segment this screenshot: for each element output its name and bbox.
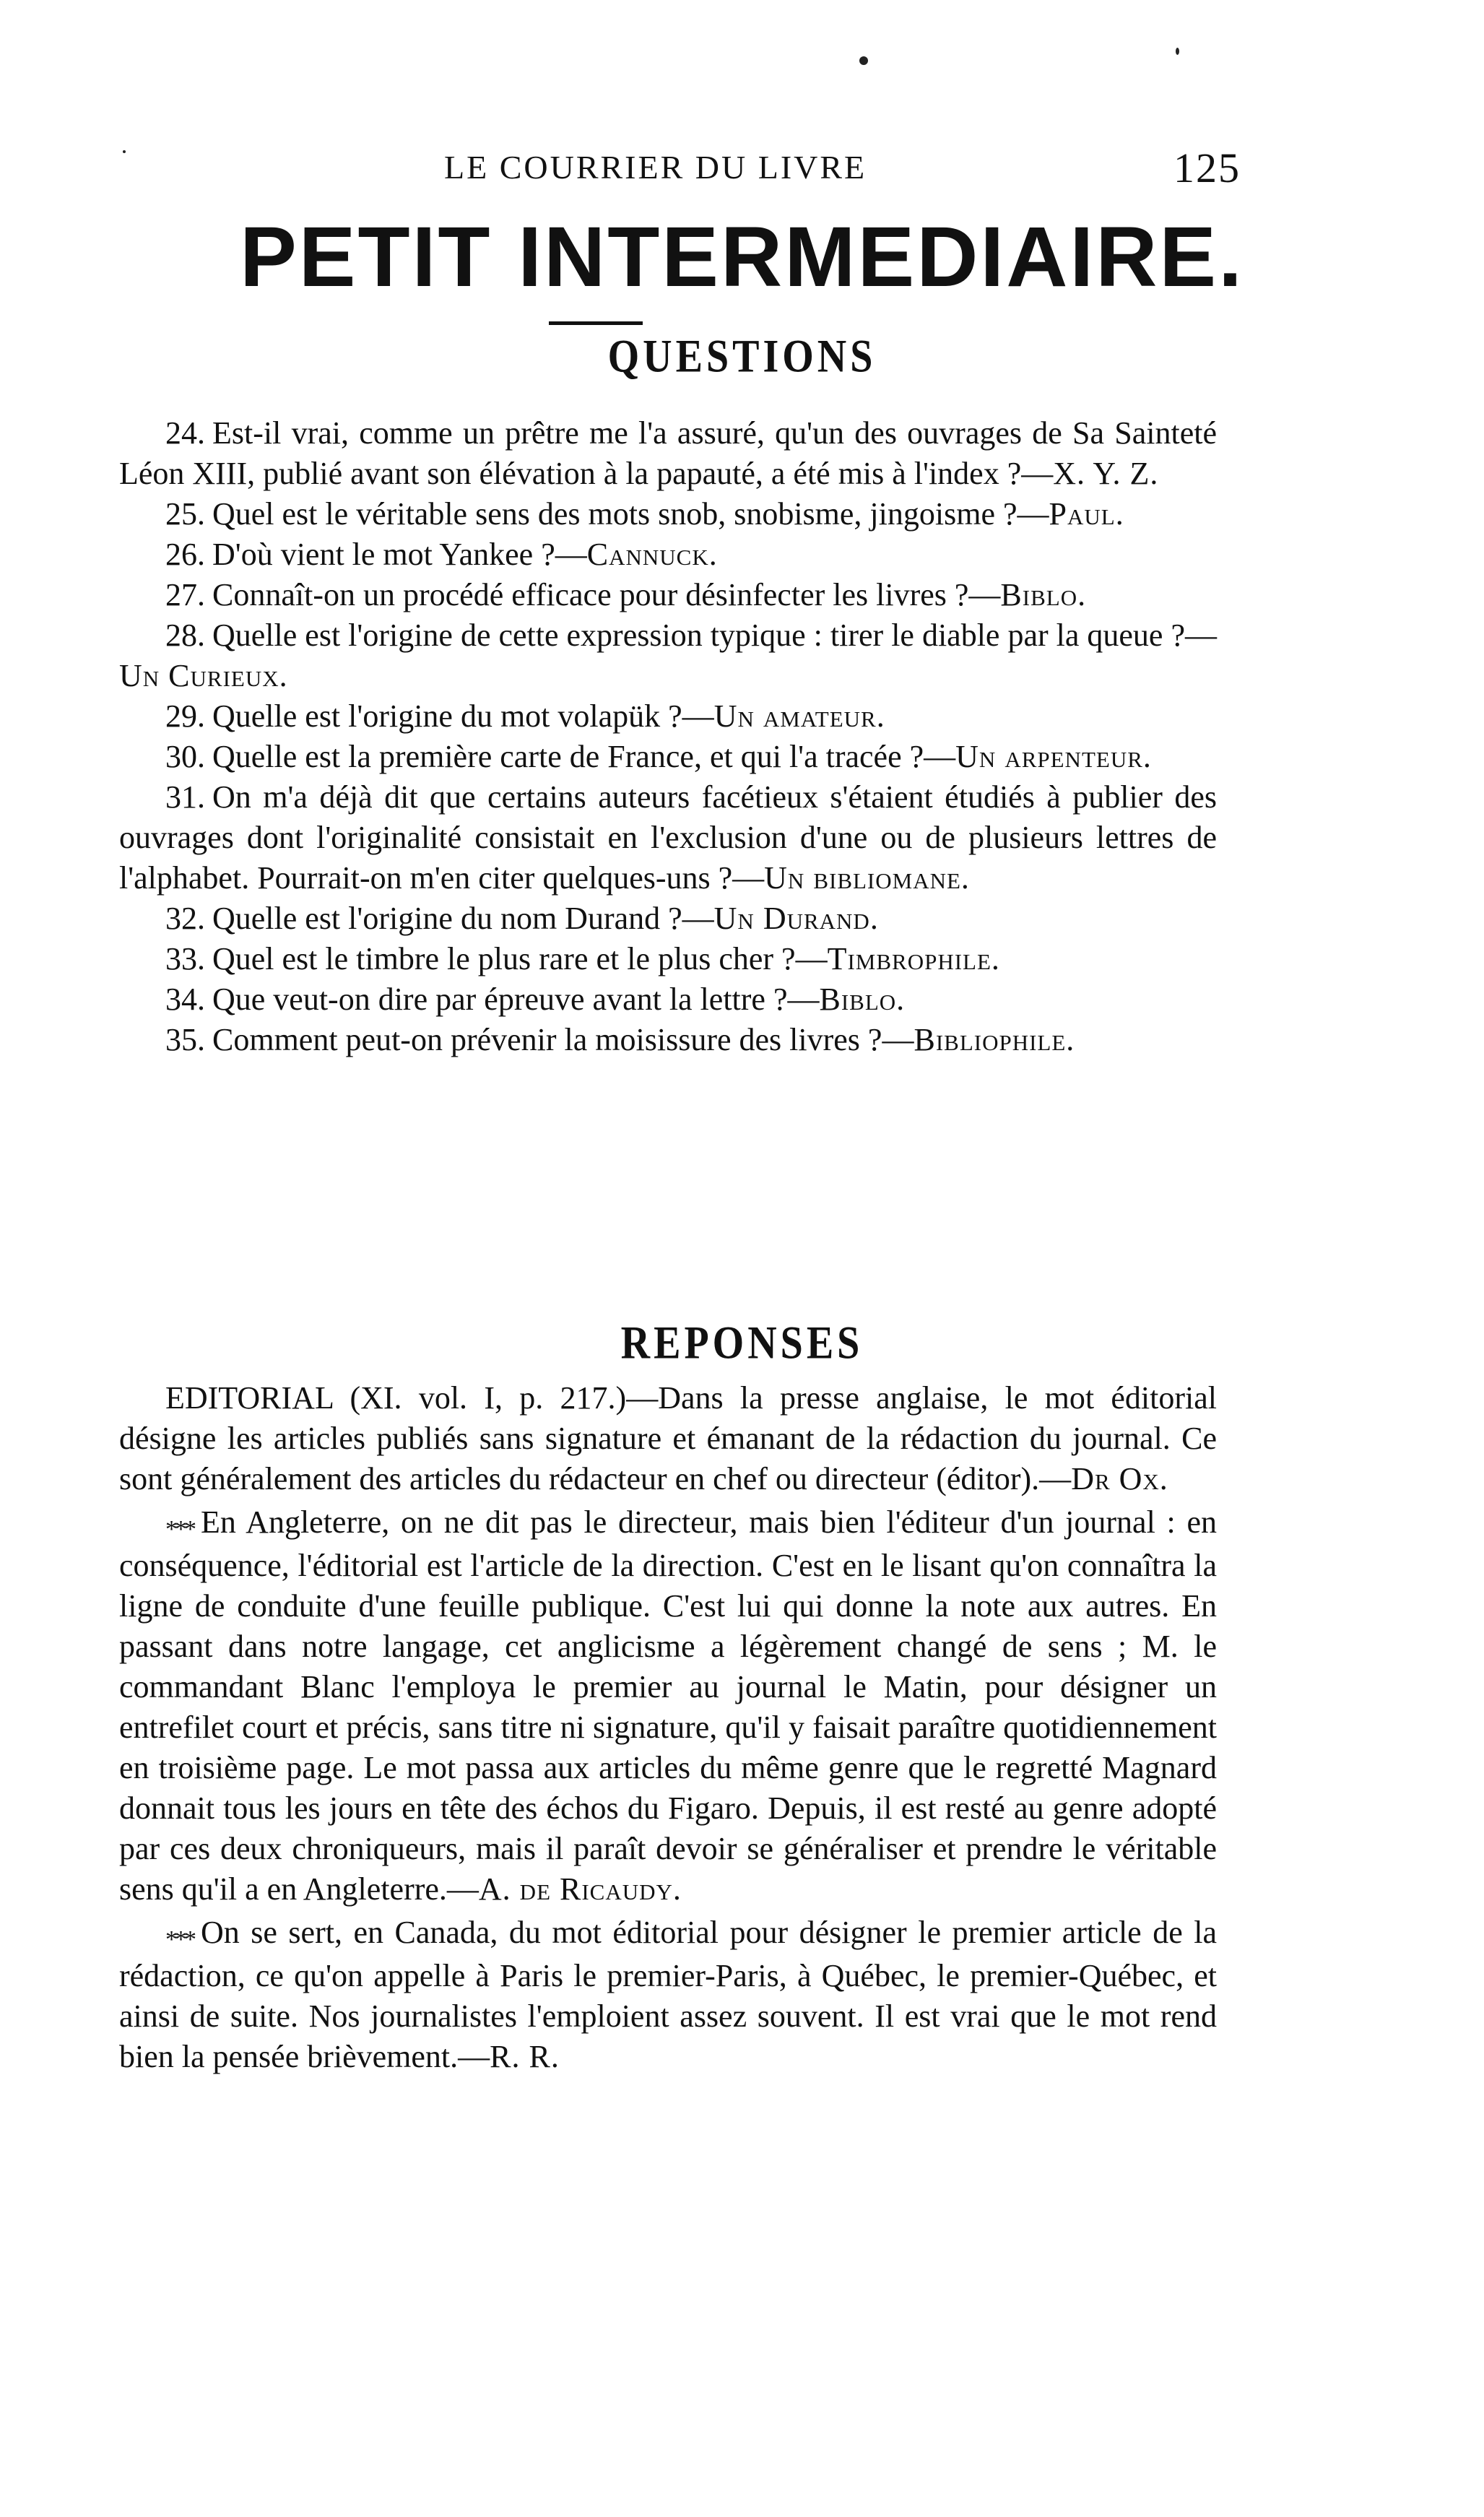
responses-heading: REPONSES (620, 1317, 864, 1369)
question-number: 29. (165, 698, 205, 734)
page-title: PETIT INTERMEDIAIRE. (240, 209, 1244, 305)
question-item (119, 413, 1217, 494)
question-text: On m'a déjà dit que certains auteurs facétieux s'étaient étudiés à publier des ouvrages dont l'originalité consistait en l'exclusion d'une ou de plusieurs lettres de l'alphabet. Pourrait-on m'en citer quelques-uns ?— (119, 779, 1217, 896)
question-author: Un amateur. (713, 698, 885, 734)
question-text: Quel est le véritable sens des mots snob, snobisme, jingoisme ?— (212, 496, 1049, 532)
running-title: LE COURRIER DU LIVRE (444, 149, 867, 186)
question-number: 31. (165, 779, 205, 815)
question-author: Paul. (1049, 496, 1124, 532)
page-number: 125 (1173, 144, 1241, 191)
question-text: Quel est le timbre le plus rare et le plus cher ?— (212, 941, 828, 976)
question-number: 27. (165, 577, 205, 612)
responses-list (119, 1378, 1217, 2080)
question-item (119, 615, 1217, 696)
response-paragraph (119, 1378, 1217, 1499)
question-author: Un bibliomane. (764, 860, 970, 896)
question-text: D'où vient le mot Yankee ?— (212, 537, 587, 572)
response-text: EDITORIAL (XI. vol. I, p. 217.)—Dans la presse anglaise, le mot éditorial désigne les articles publiés sans signature et émanant de la rédaction du journal. Ce sont généralement des articles du rédacteur en chef ou directeur (éditor).— (119, 1380, 1217, 1496)
question-text: Quelle est l'origine du mot volapük ?— (212, 698, 714, 734)
question-text: Quelle est l'origine du nom Durand ?— (212, 901, 714, 936)
questions-heading: QUESTIONS (607, 331, 877, 383)
question-item (119, 939, 1217, 979)
response-text: On se sert, en Canada, du mot éditorial pour désigner le premier article de la rédaction, ce qu'on appelle à Paris le premier-Paris, à Québec, le premier-Québec, et ainsi de suite. Nos journalistes l'emploient assez souvent. Il est vrai que le mot rend bien la pensée brièvement.— (119, 1915, 1217, 2074)
question-text: Connaît-on un procédé efficace pour désinfecter les livres ?— (212, 577, 1001, 612)
running-head (0, 144, 1484, 199)
question-author: Un Durand. (713, 901, 879, 936)
questions-list (119, 413, 1217, 1060)
question-author: Un Curieux. (119, 658, 288, 693)
question-number: 33. (165, 941, 205, 976)
question-text: Quelle est l'origine de cette expression typique : tirer le diable par la queue ?— (212, 618, 1217, 653)
response-text: En Angleterre, on ne dit pas le directeur, mais bien l'éditeur d'un journal : en conséquence, l'éditorial est l'article de la direction. C'est en le lisant qu'on connaîtra la ligne de conduite d'une feuille publique. C'est lui qui donne la note aux autres. En passant dans notre langage, cet anglicisme a légèrement changé de sens ; M. le commandant Blanc l'employa le premier au journal le Matin, pour désigner un entrefilet court et précis, sans titre ni signature, qu'il y faisait paraître quotidiennement en troisième page. Le mot passa aux articles du même genre que le regretté Magnard donnait tous les jours en tête des échos du Figaro. Depuis, il est resté au genre adopté par ces deux chroniqueurs, mais il paraît devoir se généraliser et prendre le véritable sens qu'il a en Angleterre.— (119, 1504, 1217, 1907)
question-item (119, 737, 1217, 777)
question-text: Comment peut-on prévenir la moisissure des livres ?— (212, 1022, 914, 1057)
question-item (119, 898, 1217, 939)
question-author: Un arpenteur. (955, 739, 1152, 774)
question-number: 34. (165, 982, 205, 1017)
question-number: 28. (165, 618, 205, 653)
question-item (119, 494, 1217, 534)
question-text: Est-il vrai, comme un prêtre me l'a assuré, qu'un des ouvrages de Sa Sainteté Léon XIII, publié avant son élévation à la papauté, a été mis à l'index ?— (119, 415, 1217, 491)
question-number: 32. (165, 901, 205, 936)
question-author: Cannuck. (586, 537, 718, 572)
question-number: 26. (165, 537, 205, 572)
response-author: A. de Ricaudy. (478, 1871, 682, 1907)
question-text: Quelle est la première carte de France, et qui l'a tracée ?— (212, 739, 956, 774)
question-number: 24. (165, 415, 205, 451)
question-item (119, 696, 1217, 737)
question-text: Que veut-on dire par épreuve avant la lettre ?— (212, 982, 820, 1017)
response-author: R. R. (490, 2039, 560, 2074)
question-item (119, 777, 1217, 898)
title-rule (549, 321, 643, 325)
question-item (119, 575, 1217, 615)
question-item (119, 534, 1217, 575)
asterism-marker: *** (165, 1926, 194, 1953)
question-author: Timbrophile. (827, 941, 1000, 976)
response-paragraph (119, 1912, 1217, 2077)
question-author: Bibliophile. (914, 1022, 1075, 1057)
question-item (119, 979, 1217, 1020)
question-author: X. Y. Z. (1053, 456, 1159, 491)
asterism-marker: *** (165, 1516, 194, 1543)
question-author: Biblo. (1000, 577, 1087, 612)
print-speck (859, 56, 868, 65)
question-item (119, 1020, 1217, 1060)
question-number: 35. (165, 1022, 205, 1057)
print-speck (1176, 48, 1179, 55)
question-number: 25. (165, 496, 205, 532)
question-author: Biblo. (819, 982, 906, 1017)
response-paragraph (119, 1502, 1217, 1910)
question-number: 30. (165, 739, 205, 774)
response-author: Dr Ox. (1071, 1461, 1168, 1496)
